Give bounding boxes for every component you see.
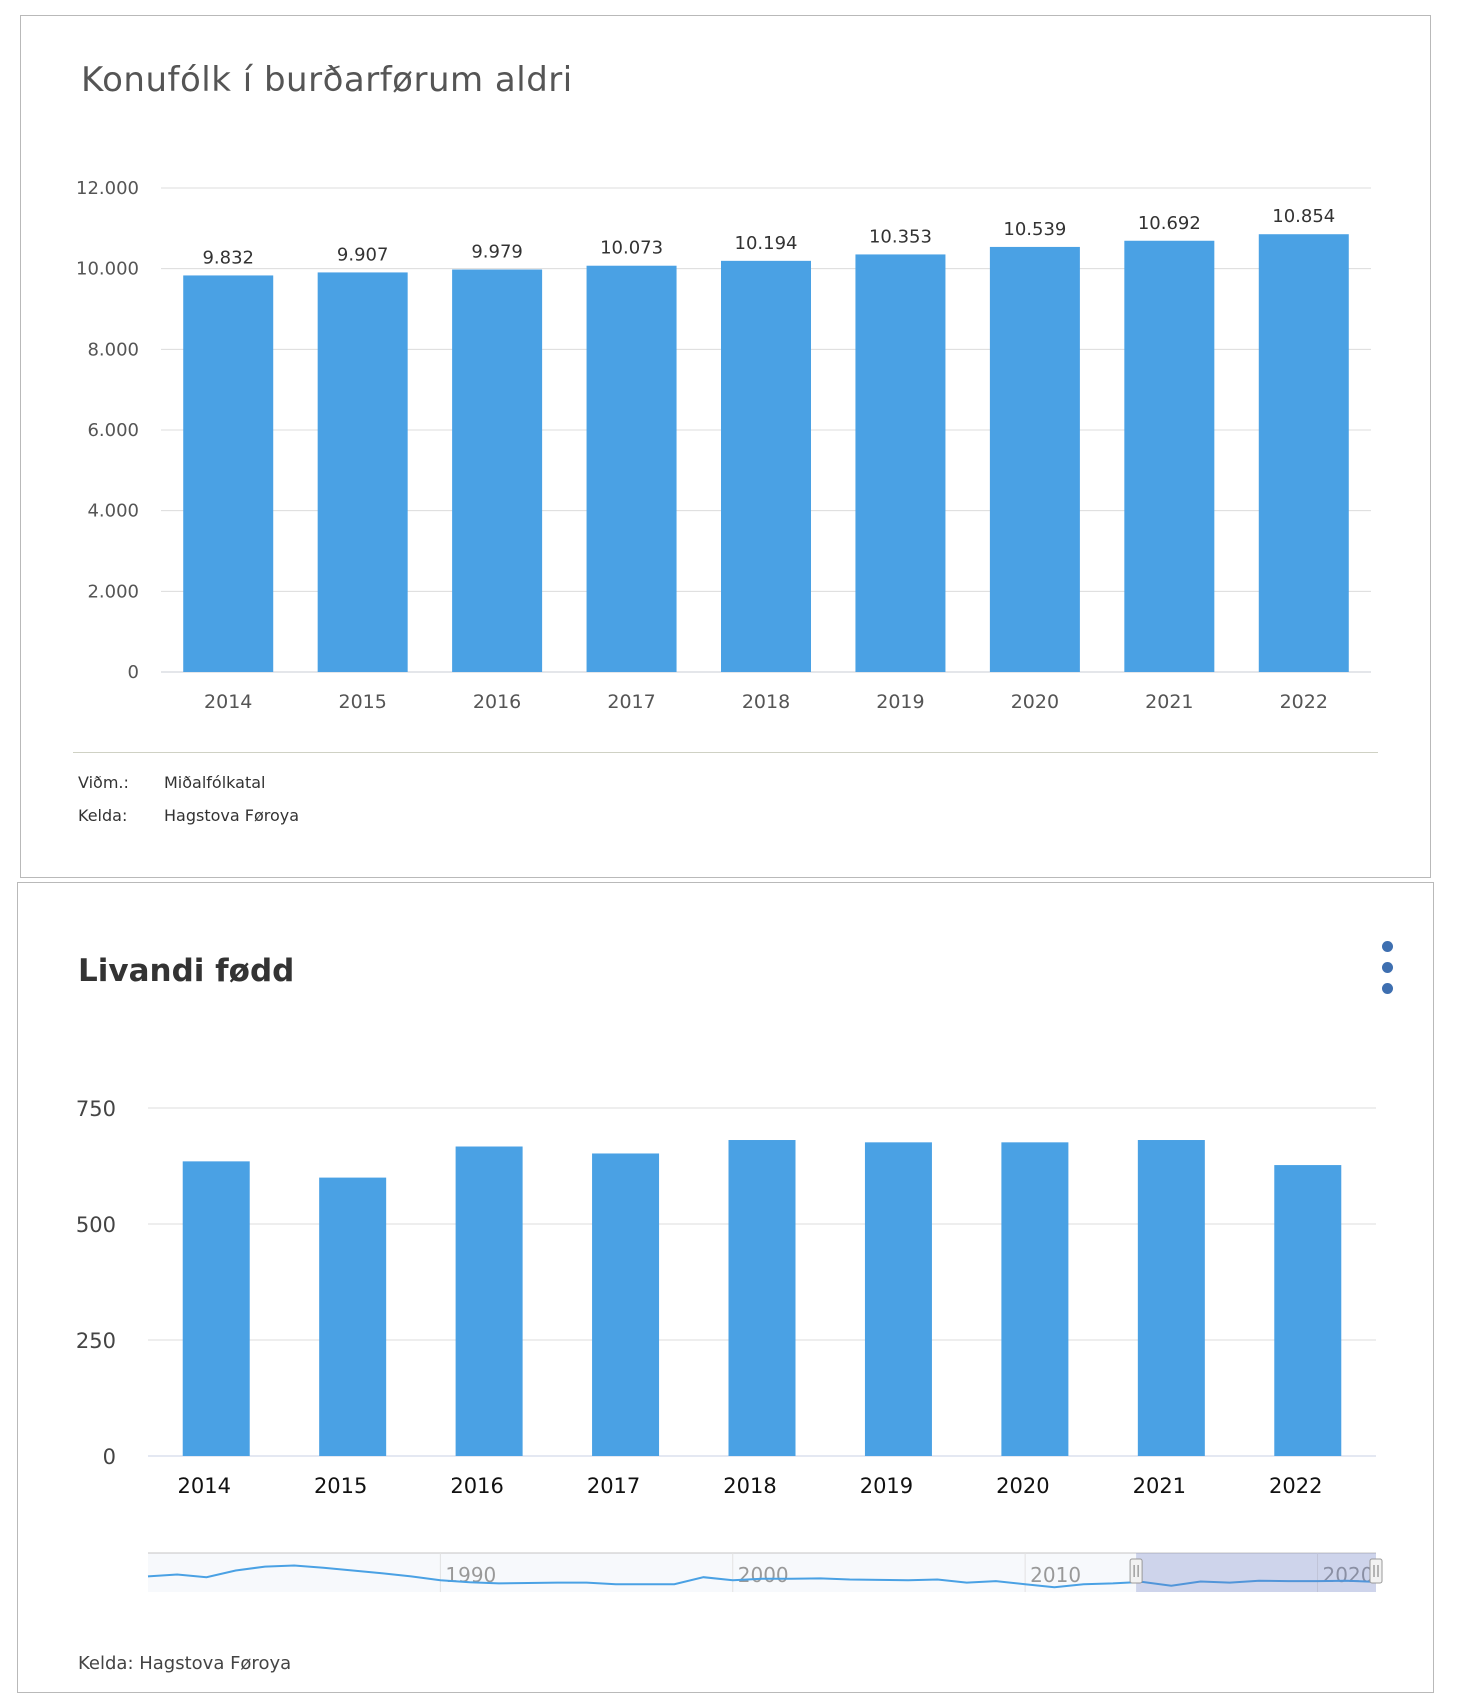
x-tick-label: 2016 [472, 691, 522, 713]
x-tick-label: 2018 [723, 1474, 777, 1498]
navigator-tick-label: 2010 [1030, 1563, 1082, 1587]
bar [865, 1142, 932, 1456]
x-tick-label: 2020 [996, 1474, 1050, 1498]
bar [183, 275, 273, 672]
navigator-handle[interactable] [1130, 1559, 1142, 1583]
data-label: 9.832 [202, 247, 254, 269]
bar [721, 261, 811, 672]
x-tick-label: 2019 [876, 691, 925, 713]
bar [183, 1161, 250, 1456]
divider [73, 752, 1378, 753]
data-label: 10.854 [1272, 206, 1336, 228]
y-tick-label: 0 [102, 1445, 116, 1469]
chart-title: Konufólk í burðarførum aldri [81, 60, 573, 100]
y-tick-label: 6.000 [87, 420, 139, 441]
data-label: 10.539 [1003, 218, 1067, 240]
navigator-tick-label: 1990 [445, 1563, 497, 1587]
x-tick-label: 2014 [204, 691, 253, 713]
bar-chart-live-births [18, 883, 1435, 1694]
x-tick-label: 2015 [313, 1474, 368, 1498]
y-tick-label: 4.000 [87, 500, 139, 522]
note-value: Hagstova Føroya [164, 806, 300, 825]
bar [1259, 234, 1349, 672]
bar [1274, 1165, 1341, 1456]
y-tick-label: 10.000 [76, 258, 139, 280]
note-value: Miðalfólkatal [164, 773, 266, 792]
bar [456, 1147, 523, 1456]
bar [1001, 1142, 1068, 1456]
bar-chart-women-childbearing-age [21, 16, 1432, 879]
x-tick-label: 2016 [450, 1474, 504, 1498]
bar [1124, 241, 1214, 672]
chart-title: Livandi fødd [78, 953, 295, 989]
chart-panel-live-births [17, 882, 1434, 1693]
bar [1138, 1140, 1205, 1456]
y-tick-label: 0 [127, 662, 139, 683]
x-tick-label: 2020 [1010, 691, 1060, 713]
y-tick-label: 2.000 [87, 581, 139, 603]
y-tick-label: 12.000 [76, 178, 139, 199]
x-tick-label: 2021 [1145, 691, 1194, 713]
y-tick-label: 8.000 [87, 339, 139, 361]
y-tick-label: 750 [75, 1097, 116, 1121]
chart-source: Kelda: Hagstova Føroya [78, 1653, 292, 1674]
bar [587, 266, 677, 672]
navigator-handle[interactable] [1370, 1559, 1382, 1583]
x-tick-label: 2021 [1132, 1474, 1187, 1498]
x-tick-label: 2017 [607, 691, 656, 713]
x-tick-label: 2022 [1279, 691, 1328, 713]
bar [319, 1178, 386, 1456]
x-tick-label: 2015 [338, 691, 387, 713]
y-tick-label: 250 [75, 1329, 116, 1353]
x-tick-label: 2017 [586, 1474, 641, 1498]
bar [592, 1153, 659, 1456]
x-tick-label: 2022 [1269, 1474, 1323, 1498]
data-label: 9.979 [471, 241, 523, 263]
bar [855, 254, 945, 672]
x-tick-label: 2019 [859, 1474, 914, 1498]
data-label: 10.194 [734, 232, 798, 254]
navigator-tick-label: 2000 [737, 1563, 789, 1587]
note-label: Viðm.: [78, 773, 129, 792]
note-row-reference [78, 773, 265, 792]
x-tick-label: 2018 [741, 691, 791, 713]
note-row-source [78, 806, 299, 825]
note-label: Kelda: [78, 806, 128, 825]
data-label: 10.692 [1137, 212, 1201, 234]
bar [318, 272, 408, 672]
x-tick-label: 2014 [177, 1474, 231, 1498]
bar [452, 270, 542, 672]
chart-panel-women-childbearing-age [20, 15, 1431, 878]
data-label: 10.073 [600, 237, 664, 259]
data-label: 10.353 [868, 226, 932, 248]
data-label: 9.907 [336, 244, 389, 266]
bar [729, 1140, 796, 1456]
bar [990, 247, 1080, 672]
y-tick-label: 500 [75, 1213, 116, 1237]
navigator-selection-mask [1136, 1553, 1376, 1592]
